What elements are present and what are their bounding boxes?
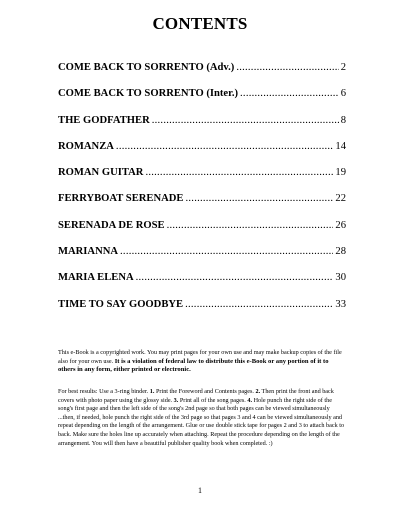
toc-entry-title: MARIA ELENA xyxy=(58,272,134,284)
step-number: 4. xyxy=(247,396,253,404)
toc-entry-title: FERRYBOAT SERENADE xyxy=(58,193,184,205)
instructions-text: Hole punch the right side of the song's first page and then the left side of the song's 2nd page so that both pages can be viewed simultaneously ...then, if needed, hole punch the right side of the 3rd page so that pages 3 and 4 can be viewed simultaneously and repeat depending on the length of the arrangement. Glue or use double stick tape for pages 2 and 3 to attach back to back. Make sure the holes line up accurately when attaching. Repeat the procedure depending on the length of the arrangement. You will then have a beautiful publisher quality book when completed. :) xyxy=(58,396,345,447)
toc-entry-title: THE GODFATHER xyxy=(58,114,150,126)
toc-entry[interactable] xyxy=(58,115,346,141)
toc-entry[interactable] xyxy=(58,299,346,325)
toc-entry-title: TIME TO SAY GOODBYE xyxy=(58,298,184,310)
toc-entry-page: 2 xyxy=(340,62,346,73)
toc-entry-page: 8 xyxy=(340,114,346,126)
copyright-notice-text: This e-Book is a copyrighted work. You may print pages for your own use and may make backup copies of the file also for your own use. xyxy=(58,349,342,365)
instructions-text: For best results: Use a 3-ring binder. xyxy=(58,388,150,395)
toc-entry[interactable] xyxy=(58,272,346,298)
instructions-text: Then print the front and back covers with photo paper using the glossy side. xyxy=(58,388,334,404)
toc-entry[interactable] xyxy=(58,167,346,193)
toc-entry-page: 33 xyxy=(335,298,346,310)
page-number: 1 xyxy=(198,486,202,495)
toc-leader-dots xyxy=(136,272,334,283)
toc-entry[interactable] xyxy=(58,88,346,114)
step-number: 2. xyxy=(255,388,261,395)
toc-leader-dots xyxy=(152,115,339,126)
toc-leader-dots xyxy=(120,246,333,257)
instructions-text: Print all of the song pages. xyxy=(178,396,248,404)
toc-leader-dots xyxy=(185,299,333,310)
toc-entry-title: SERENADA DE ROSE xyxy=(58,219,165,231)
copyright-warning: It is a violation of federal law to distribute this e-Book or any portion of it to others in any form, either printed or electronic. xyxy=(58,357,329,374)
toc-entry[interactable] xyxy=(58,220,346,246)
toc-entry-title: COME BACK TO SORRENTO (Adv.) xyxy=(58,62,235,73)
toc-entry-page: 6 xyxy=(340,88,346,100)
toc-entry[interactable] xyxy=(58,246,346,272)
toc-leader-dots xyxy=(240,88,339,99)
instructions-text: Print the Foreword and Contents pages. xyxy=(154,388,256,395)
toc-entry-title: ROMAN GUITAR xyxy=(58,167,144,179)
step-number: 3. xyxy=(173,396,179,404)
toc-entry-title: MARIANNA xyxy=(58,246,119,258)
toc-entry-title: COME BACK TO SORRENTO (Inter.) xyxy=(58,88,239,100)
toc-entry-page: 30 xyxy=(335,272,346,284)
toc-entry[interactable] xyxy=(58,193,346,219)
copyright-notice xyxy=(58,349,346,375)
toc-entry-page: 19 xyxy=(335,167,346,179)
toc-leader-dots xyxy=(186,193,334,204)
toc-leader-dots xyxy=(236,62,338,73)
toc-leader-dots xyxy=(116,141,333,152)
page-title: CONTENTS xyxy=(152,14,248,33)
printing-instructions xyxy=(58,388,346,448)
toc-entry-title: ROMANZA xyxy=(58,140,114,152)
toc-entry-page: 22 xyxy=(335,193,346,205)
toc-entry-page: 14 xyxy=(335,140,346,152)
toc-leader-dots xyxy=(167,220,334,231)
toc-entry[interactable] xyxy=(58,62,346,88)
toc-entry[interactable] xyxy=(58,141,346,167)
toc-entry-page: 28 xyxy=(335,246,346,258)
table-of-contents xyxy=(58,62,346,325)
step-number: 1. xyxy=(149,388,155,395)
toc-leader-dots xyxy=(145,167,333,178)
toc-entry-page: 26 xyxy=(335,219,346,231)
